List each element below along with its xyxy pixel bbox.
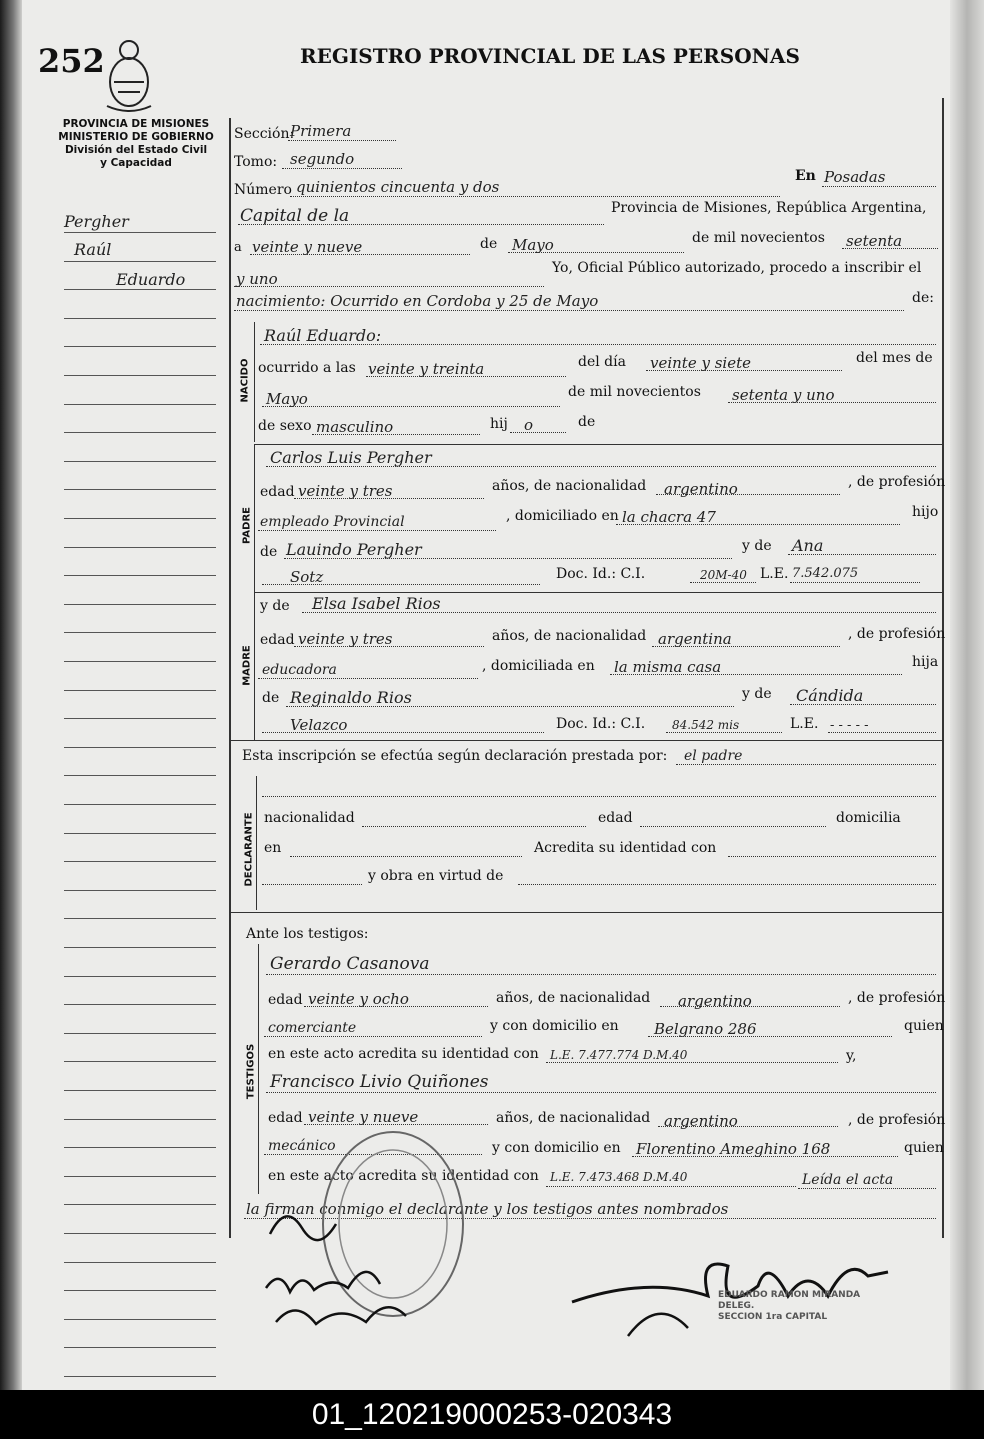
t2-dom-label: y con domicilio en [492, 1140, 621, 1156]
nacido-sexo: masculino [316, 418, 394, 436]
ruled-line [64, 1376, 216, 1377]
ruled-line [64, 833, 216, 834]
de-label-2: de [578, 414, 596, 430]
testigo2-edad: veinte y nueve [308, 1108, 419, 1126]
coat-of-arms-icon [104, 36, 154, 114]
ruled-line [64, 1204, 216, 1205]
nacido-hora: veinte y treinta [368, 360, 485, 378]
ruled-line [64, 1262, 216, 1263]
padre-profesion: empleado Provincial [260, 514, 405, 530]
madre-edad: veinte y tres [298, 630, 393, 648]
ruled-line [64, 1147, 216, 1148]
madre-nac-label: años, de nacionalidad [492, 628, 647, 644]
section-nacido: NACIDO [239, 358, 251, 403]
ruled-line [64, 1033, 216, 1034]
ruled-line [64, 1290, 216, 1291]
madre-hija-label: hija [912, 654, 939, 670]
ruled-line [64, 747, 216, 748]
ruled-line [64, 1233, 216, 1234]
madre-nombre: Elsa Isabel Rios [312, 594, 441, 613]
ruled-line [64, 1347, 216, 1348]
padre-edad: veinte y tres [298, 482, 393, 500]
decl-edad-label: edad [598, 810, 633, 826]
nacido-nombre: Raúl Eduardo: [264, 326, 382, 345]
ruled-line [64, 918, 216, 919]
seccion-value: Primera [290, 122, 352, 140]
a-label: a [234, 240, 242, 255]
padre-prof-label: , de profesión [848, 474, 946, 490]
ruled-line [64, 632, 216, 633]
mil-label-2: de mil novecientos [568, 384, 701, 400]
ruled-line [64, 432, 216, 433]
ruled-line [64, 489, 216, 490]
testigo1-nombre: Gerardo Casanova [270, 954, 430, 974]
t1-quien-label: quien [904, 1018, 944, 1034]
testigo1-doc: L.E. 7.477.774 D.M.40 [550, 1048, 688, 1062]
hijo-suffix: o [524, 416, 534, 434]
testigo1-edad: veinte y ocho [308, 990, 409, 1008]
ruled-line [64, 404, 216, 405]
section-padre: PADRE [241, 507, 253, 544]
ruled-line [64, 289, 216, 290]
t1-nac-label: años, de nacionalidad [496, 990, 651, 1006]
de-label-1: de [480, 236, 498, 252]
province-label: PROVINCIA DE MISIONES [62, 118, 210, 130]
ruled-line [64, 1090, 216, 1091]
acto-value: nacimiento: Ocurrido en Cordoba y 25 de Mayo [236, 292, 599, 310]
madre-profesion: educadora [262, 662, 337, 678]
padre-madre-1: Ana [792, 536, 824, 555]
decl-acredita-label: Acredita su identidad con [534, 840, 717, 856]
testigos-label: Ante los testigos: [246, 926, 369, 942]
madre-de-label: de [262, 690, 280, 706]
ruled-line [64, 718, 216, 719]
nacido-dia: veinte y siete [650, 354, 752, 372]
ruled-line [64, 690, 216, 691]
margin-surname: Pergher [64, 212, 129, 231]
ruled-line [64, 375, 216, 376]
madre-padre: Reginaldo Rios [290, 688, 412, 707]
declaracion-value: el padre [684, 748, 743, 764]
de-colon-label: de: [912, 290, 934, 306]
decl-nac-label: nacionalidad [264, 810, 355, 826]
image-identifier: 01_120219000253-020343 [0, 1390, 984, 1439]
ruled-line [64, 1319, 216, 1320]
padre-edad-label: edad [260, 484, 295, 500]
document-title: REGISTRO PROVINCIAL DE LAS PERSONAS [300, 44, 800, 68]
t1-dom-label: y con domicilio en [490, 1018, 619, 1034]
padre-le: 7.542.075 [792, 566, 859, 581]
testigo2-domicilio: Florentino Ameghino 168 [636, 1140, 831, 1158]
ministry-label: MINISTERIO DE GOBIERNO [58, 131, 214, 143]
padre-madre-2: Sotz [290, 568, 324, 586]
madre-ci: 84.542 mis [672, 718, 740, 732]
padre-hijo-label: hijo [912, 504, 939, 520]
padre-yde-label: y de [742, 538, 772, 554]
madre-dom-label: , domiciliada en [482, 658, 595, 674]
section-madre: MADRE [241, 645, 253, 686]
t1-acredita-label: en este acto acredita su identidad con [268, 1046, 539, 1062]
oficial-text: Yo, Oficial Público autorizado, procedo a inscribir el [552, 260, 922, 276]
padre-nac-label: años, de nacionalidad [492, 478, 647, 494]
decl-obra-label: y obra en virtud de [368, 868, 504, 884]
signature-marks-icon [256, 1198, 436, 1348]
ruled-line [64, 1119, 216, 1120]
ruled-line [64, 775, 216, 776]
form-border [229, 118, 231, 1238]
decl-en-label: en [264, 840, 282, 856]
madre-edad-label: edad [260, 632, 295, 648]
ruled-line [64, 461, 216, 462]
nacido-mes: Mayo [266, 390, 308, 408]
madre-madre-1: Cándida [796, 686, 864, 705]
ruled-line [64, 547, 216, 548]
padre-de-label: de [260, 544, 278, 560]
margin-name-2: Eduardo [116, 270, 186, 289]
ruled-line [64, 890, 216, 891]
ocurrido-label: ocurrido a las [258, 360, 356, 376]
section-declarante: DECLARANTE [243, 812, 255, 887]
numero-value: quinientos cincuenta y dos [296, 178, 500, 196]
ciudad-value: Posadas [824, 168, 886, 186]
page-number: 252 [38, 42, 105, 80]
ruled-line [64, 1176, 216, 1177]
madre-yde-label: y de [260, 598, 290, 614]
nacido-anio: setenta y uno [732, 386, 835, 404]
padre-domicilio: la chacra 47 [622, 508, 716, 526]
testigo1-nacionalidad: argentino [678, 992, 752, 1010]
mes-inscripcion: Mayo [512, 236, 554, 254]
t2-quien-label: quien [904, 1140, 944, 1156]
stamp-text: EDUARDO RAMON MIRANDA DELEG. SECCION 1ra CAPITAL [718, 1290, 861, 1322]
del-dia-label: del día [578, 354, 626, 370]
testigo1-profesion: comerciante [268, 1020, 357, 1036]
dia-inscripcion: veinte y nueve [252, 238, 363, 256]
padre-doc-label: Doc. Id.: C.I. [556, 566, 646, 582]
ruled-line [64, 575, 216, 576]
ruled-line [64, 518, 216, 519]
padre-nombre: Carlos Luis Pergher [270, 448, 432, 467]
ruled-line [64, 261, 216, 262]
del-mes-label: del mes de [856, 350, 933, 366]
decl-dom-label: domicilia [836, 810, 901, 826]
padre-nacionalidad: argentino [664, 480, 738, 498]
t1-y-label: y, [846, 1048, 857, 1064]
tomo-label: Tomo: [234, 154, 278, 170]
t2-nac-label: años, de nacionalidad [496, 1110, 651, 1126]
ruled-line [64, 232, 216, 233]
numero-label: Número [234, 182, 292, 198]
ruled-line [64, 1061, 216, 1062]
ruled-line [64, 947, 216, 948]
declaracion-label: Esta inscripción se efectúa según declaración prestada por: [242, 748, 668, 764]
madre-domicilio: la misma casa [614, 658, 722, 676]
t1-prof-label: , de profesión [848, 990, 946, 1006]
madre-le: - - - - - [830, 718, 869, 733]
cierre-1: Leída el acta [802, 1172, 894, 1188]
padre-padre: Lauindo Pergher [286, 540, 422, 559]
t2-edad-label: edad [268, 1110, 303, 1126]
padre-le-label: L.E. [760, 566, 789, 582]
t1-edad-label: edad [268, 992, 303, 1008]
madre-le-label: L.E. [790, 716, 819, 732]
book-binding [0, 0, 22, 1390]
testigo2-nombre: Francisco Livio Quiñones [270, 1072, 489, 1092]
ruled-line [64, 604, 216, 605]
t2-prof-label: , de profesión [848, 1112, 946, 1128]
t2-acredita-label: en este acto acredita su identidad con [268, 1168, 539, 1184]
madre-nacionalidad: argentina [658, 630, 732, 648]
section-testigos: TESTIGOS [245, 1043, 257, 1100]
testigo1-domicilio: Belgrano 286 [654, 1020, 757, 1038]
mil-label-1: de mil novecientos [692, 230, 825, 246]
seccion-label: Sección: [234, 126, 295, 142]
testigo2-profesion: mecánico [268, 1138, 336, 1154]
padre-ci: 20M-40 [700, 568, 747, 582]
page-edge [950, 0, 984, 1390]
form-border-right [942, 98, 944, 1238]
cierre-2: la firman conmigo el declarante y los testigos antes nombrados [246, 1200, 729, 1218]
ruled-line [64, 976, 216, 977]
ruled-line [64, 661, 216, 662]
ruled-line [64, 346, 216, 347]
testigo2-doc: L.E. 7.473.468 D.M.40 [550, 1170, 688, 1184]
margin-name-1: Raúl [74, 240, 112, 259]
sexo-label: de sexo [258, 418, 312, 434]
division-label: División del Estado Civil [64, 144, 208, 156]
provincia-text: Provincia de Misiones, República Argentina, [611, 200, 927, 216]
ruled-line [64, 1004, 216, 1005]
padre-dom-label: , domiciliado en [506, 508, 619, 524]
en-label: En [795, 168, 816, 184]
madre-yde2-label: y de [742, 686, 772, 702]
capacity-label: y Capacidad [100, 157, 172, 169]
ruled-line [64, 318, 216, 319]
tomo-value: segundo [290, 150, 355, 168]
madre-madre-2: Velazco [290, 716, 348, 734]
hijo-label: hij [490, 416, 508, 432]
anio-inscripcion-1: setenta [846, 232, 903, 250]
madre-doc-label: Doc. Id.: C.I. [556, 716, 646, 732]
ruled-line [64, 861, 216, 862]
anio-inscripcion-2: y uno [236, 270, 278, 288]
madre-prof-label: , de profesión [848, 626, 946, 642]
localidad-value: Capital de la [240, 206, 350, 226]
testigo2-nacionalidad: argentino [664, 1112, 738, 1130]
ruled-line [64, 804, 216, 805]
